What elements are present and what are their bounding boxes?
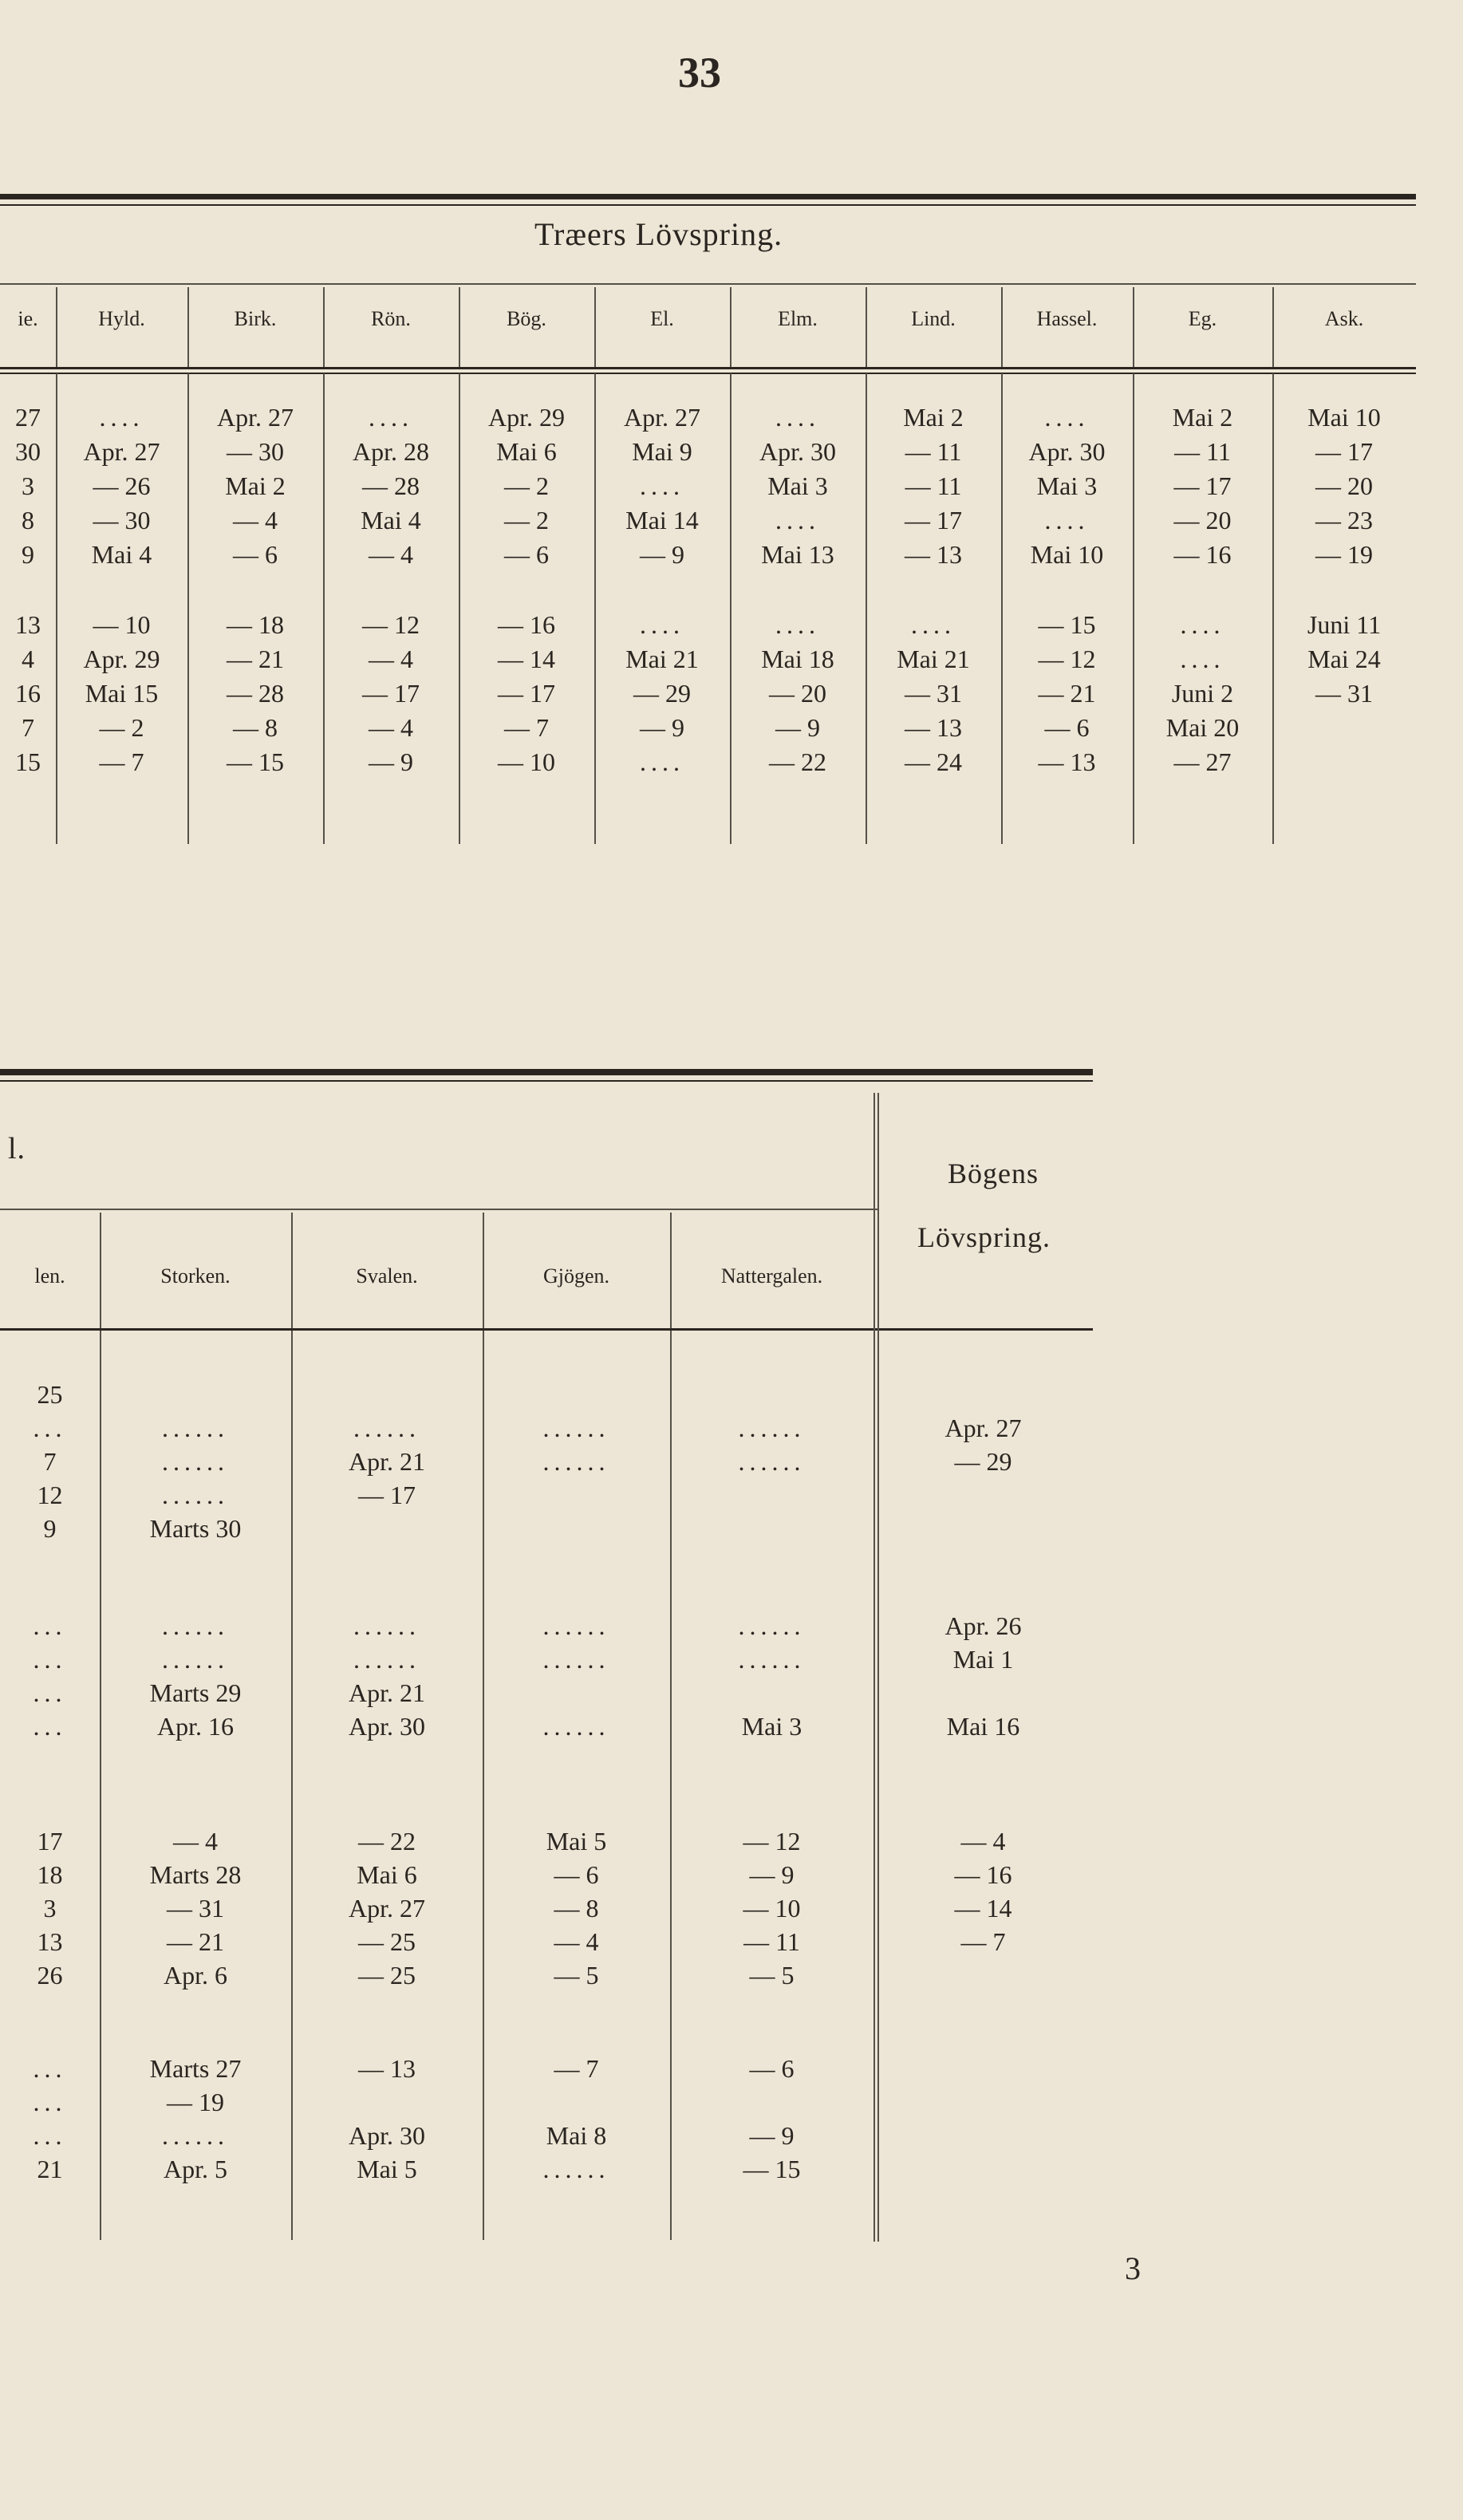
top-table-cell: Mai 2: [225, 471, 286, 500]
page-number: 33: [678, 49, 721, 97]
top-table-cell: — 27: [1173, 747, 1232, 776]
top-table-cell: — 21: [227, 645, 284, 673]
bottom-table-cell: ......: [162, 1447, 229, 1476]
bottom-table-cell: — 9: [749, 2121, 795, 2150]
top-table-cell: Mai 10: [1030, 540, 1104, 569]
top-table-cell: — 26: [93, 471, 151, 500]
top-table-cell: 13: [15, 610, 41, 639]
top-table-cell: Juni 11: [1307, 610, 1382, 639]
top-table-cell: — 20: [769, 679, 826, 708]
top-table-cell: — 11: [905, 437, 962, 466]
bottom-table-cell: ......: [353, 1611, 420, 1640]
bottom-table-cell: — 5: [554, 1961, 599, 1990]
bottom-table-cell: ......: [542, 1611, 610, 1640]
bottom-table-cell: Mai 6: [357, 1860, 417, 1889]
bottom-table-cell: Mai 5: [357, 2155, 417, 2183]
footer-signature-mark: 3: [1125, 2250, 1141, 2286]
top-header-cell: Eg.: [1188, 307, 1217, 330]
bottom-table-cell: ......: [162, 1481, 229, 1509]
top-header-cell: Ask.: [1324, 307, 1364, 330]
top-table-cell: — 9: [369, 747, 413, 776]
bottom-table-cell: ......: [542, 2155, 610, 2183]
bottom-table-cell: — 16: [954, 1860, 1012, 1889]
bottom-table-cell: ......: [542, 1447, 610, 1476]
bottom-table-cell: — 4: [554, 1927, 599, 1956]
bottom-table-cell: Apr. 30: [349, 1712, 425, 1741]
top-table-title-rule: [0, 283, 1416, 285]
top-table-cell: — 6: [504, 540, 549, 569]
bottom-table-cell: ...: [33, 1678, 67, 1707]
top-table-cell: — 30: [93, 506, 151, 534]
bottom-table-cell: Apr. 16: [157, 1712, 234, 1741]
bottom-table-cell: Mai 8: [546, 2121, 607, 2150]
bottom-table-cell: — 7: [960, 1927, 1006, 1956]
top-table-cell: Mai 15: [85, 679, 159, 708]
bottom-table-cell: — 11: [743, 1927, 800, 1956]
bottom-table-cell: 21: [37, 2155, 63, 2183]
top-header-divider: [866, 287, 867, 367]
bottom-table-cell: ......: [162, 2121, 229, 2150]
bottom-table-cell: — 21: [167, 1927, 224, 1956]
top-table-cell: Mai 3: [767, 471, 828, 500]
bottom-table-cell: Marts 30: [149, 1514, 242, 1543]
top-table-cell: ....: [775, 610, 820, 639]
bottom-header-divider: [670, 1213, 672, 1328]
bottom-table-cell: — 12: [743, 1827, 801, 1855]
top-table-cell: — 19: [1315, 540, 1373, 569]
top-header-divider: [1001, 287, 1003, 367]
top-header-divider: [459, 287, 460, 367]
bottom-right-title-1: Bögens: [948, 1157, 1039, 1189]
bottom-table-cell: Mai 5: [546, 1827, 607, 1855]
bottom-right-title-2: Lövspring.: [917, 1221, 1051, 1253]
top-table-rule-thin: [0, 204, 1416, 206]
top-table-cell: ....: [99, 403, 144, 432]
bottom-table-cell: 17: [37, 1827, 63, 1855]
top-table-cell: Apr. 30: [759, 437, 836, 466]
bottom-table-cell: ......: [353, 1645, 420, 1674]
bottom-header-cell: len.: [34, 1264, 65, 1288]
bottom-header-rule: [0, 1328, 1093, 1331]
top-table-cell: — 13: [905, 540, 962, 569]
top-table-cell: — 20: [1173, 506, 1232, 534]
bottom-table-cell: — 22: [358, 1827, 416, 1855]
bottom-table-cell: ......: [542, 1645, 610, 1674]
bottom-table-cell: Apr. 21: [349, 1447, 425, 1476]
top-table-cell: — 7: [99, 747, 144, 776]
top-table-cell: Mai 13: [761, 540, 834, 569]
bottom-table-cell: 3: [43, 1894, 57, 1923]
top-table-cell: Apr. 29: [83, 645, 160, 673]
top-table-cell: ....: [911, 610, 956, 639]
top-table-cell: Apr. 28: [353, 437, 429, 466]
top-table-cell: — 2: [99, 713, 144, 742]
top-header-cell: Birk.: [234, 307, 277, 330]
bottom-table-cell: — 5: [749, 1961, 795, 1990]
top-table-cell: Mai 20: [1165, 713, 1240, 742]
top-table-cell: Mai 2: [903, 403, 964, 432]
top-table-cell: Mai 6: [496, 437, 557, 466]
top-table-cell: ....: [1044, 403, 1090, 432]
top-table-cell: — 17: [905, 506, 962, 534]
top-table-cell: Mai 21: [897, 645, 970, 673]
bottom-table-cell: Marts 29: [149, 1678, 242, 1707]
bottom-table-cell: 13: [37, 1927, 63, 1956]
top-header-divider: [187, 287, 189, 367]
bottom-header-divider: [100, 1213, 101, 1328]
top-table-cell: ....: [1180, 610, 1225, 639]
bottom-header-cell: Gjögen.: [542, 1264, 610, 1288]
top-table-cell: ....: [640, 747, 684, 776]
top-table-cell: ....: [775, 506, 820, 534]
top-table-cell: — 15: [227, 747, 284, 776]
bottom-table-cell: — 25: [358, 1961, 416, 1990]
top-table-cell: — 17: [1315, 437, 1373, 466]
bottom-table-cell: — 15: [743, 2155, 801, 2183]
bottom-table-cell: ...: [33, 1611, 67, 1640]
top-header-divider: [730, 287, 732, 367]
top-table-cell: 30: [15, 437, 41, 466]
top-table-cell: — 24: [905, 747, 962, 776]
top-table-cell: — 31: [905, 679, 962, 708]
bottom-table-cell: — 19: [167, 2088, 224, 2116]
bottom-table-cell: — 9: [749, 1860, 795, 1889]
bottom-table-cell: — 17: [358, 1481, 416, 1509]
bottom-table-cell: 9: [43, 1514, 57, 1543]
bottom-table-cell: — 8: [554, 1894, 599, 1923]
top-table-cell: 16: [15, 679, 41, 708]
top-table-cell: — 4: [369, 540, 413, 569]
top-header-divider: [323, 287, 325, 367]
top-table-rule-thick: [0, 194, 1416, 199]
bottom-table-cell: 12: [37, 1481, 63, 1509]
bottom-table-cell: ...: [33, 1645, 67, 1674]
top-table-cell: — 6: [233, 540, 278, 569]
top-table-cell: Juni 2: [1171, 679, 1234, 708]
top-table-cell: Mai 4: [361, 506, 421, 534]
top-table-cell: — 10: [93, 610, 151, 639]
top-table-cell: ....: [1044, 506, 1090, 534]
top-table-cell: ....: [775, 403, 820, 432]
top-header-cell: ie.: [18, 307, 38, 330]
top-table-cell: Apr. 27: [624, 403, 700, 432]
bottom-table-cell: Apr. 6: [164, 1961, 227, 1990]
top-table-cell: 3: [22, 471, 34, 500]
top-table-cell: — 9: [775, 713, 820, 742]
top-table-cell: — 4: [369, 713, 413, 742]
top-table-cell: — 16: [1173, 540, 1232, 569]
bottom-table-cell: Mai 1: [952, 1645, 1014, 1674]
top-header-cell: Hyld.: [98, 307, 145, 330]
top-table-cell: 15: [15, 747, 41, 776]
bottom-table-cell: Apr. 27: [944, 1414, 1022, 1442]
bottom-header-divider: [483, 1213, 484, 1328]
bottom-table-cell: — 7: [554, 2054, 599, 2083]
top-table-cell: Apr. 29: [488, 403, 565, 432]
top-table-cell: 27: [15, 403, 41, 432]
bottom-table-cell: ...: [33, 1414, 67, 1442]
top-table-cell: ....: [369, 403, 413, 432]
bottom-header-cell: Storken.: [160, 1264, 231, 1288]
bottom-table-cell: ......: [738, 1611, 806, 1640]
top-header-divider: [1133, 287, 1134, 367]
bottom-table-cell: ......: [738, 1414, 806, 1442]
bottom-header-cell: Nattergalen.: [720, 1264, 823, 1288]
bottom-table-cell: — 29: [954, 1447, 1012, 1476]
bottom-table-cell: 26: [37, 1961, 63, 1990]
bottom-table-cell: Marts 28: [149, 1860, 242, 1889]
top-table-cell: — 10: [498, 747, 555, 776]
bottom-table-cell: ...: [33, 2054, 67, 2083]
bottom-table-cell: ......: [162, 1414, 229, 1442]
top-table-cell: 4: [22, 645, 34, 673]
top-table-cell: — 2: [504, 506, 549, 534]
top-table-cell: — 11: [905, 471, 962, 500]
top-table-cell: — 9: [640, 713, 684, 742]
top-table-cell: — 20: [1315, 471, 1373, 500]
top-table-cell: — 12: [362, 610, 420, 639]
bottom-table-cell: ......: [542, 1414, 610, 1442]
top-table-cell: — 2: [504, 471, 549, 500]
bottom-table-cell: ...: [33, 2121, 67, 2150]
top-table-cell: Mai 3: [1036, 471, 1098, 500]
bottom-table-rule-thin: [0, 1080, 1093, 1082]
top-table-cell: — 28: [362, 471, 420, 500]
top-table-cell: — 22: [769, 747, 826, 776]
top-header-cell: El.: [650, 307, 674, 330]
top-table-cell: Mai 14: [625, 506, 699, 534]
bottom-table-cell: — 31: [167, 1894, 224, 1923]
bottom-table-cell: Apr. 27: [349, 1894, 425, 1923]
bottom-table-cell: ......: [738, 1447, 806, 1476]
top-table-cell: ....: [640, 471, 684, 500]
top-table-cell: — 28: [227, 679, 284, 708]
bottom-table-cell: Apr. 26: [944, 1611, 1022, 1640]
bottom-table-cell: 18: [37, 1860, 63, 1889]
top-table-cell: ....: [640, 610, 684, 639]
bottom-table-cell: Marts 27: [149, 2054, 242, 2083]
bottom-table-cell: Apr. 21: [349, 1678, 425, 1707]
top-table-cell: — 16: [498, 610, 555, 639]
bottom-table-cell: — 13: [358, 2054, 416, 2083]
bottom-left-title: l.: [8, 1132, 26, 1165]
top-table-cell: — 17: [498, 679, 555, 708]
bottom-table-cell: — 6: [749, 2054, 795, 2083]
top-table-cell: Mai 4: [91, 540, 152, 569]
bottom-table-cell: Mai 16: [946, 1712, 1020, 1741]
top-header-cell: Lind.: [911, 307, 956, 330]
top-table-title: Træers Lövspring.: [534, 216, 783, 252]
bottom-table-cell: ......: [738, 1645, 806, 1674]
top-table-cell: — 11: [1174, 437, 1231, 466]
top-table-cell: — 30: [227, 437, 284, 466]
bottom-table-cell: — 14: [954, 1894, 1012, 1923]
top-table-cell: 8: [22, 506, 34, 534]
bottom-table-cell: ......: [162, 1645, 229, 1674]
bottom-table-cell: — 25: [358, 1927, 416, 1956]
top-table-cell: — 12: [1038, 645, 1096, 673]
top-table-cell: 9: [22, 540, 34, 569]
top-table-cell: — 18: [227, 610, 284, 639]
top-table-cell: — 13: [1038, 747, 1096, 776]
top-table-cell: — 7: [504, 713, 549, 742]
top-table-cell: — 13: [905, 713, 962, 742]
top-table-cell: — 6: [1044, 713, 1090, 742]
top-header-cell: Hassel.: [1036, 307, 1098, 330]
top-table-cell: Mai 10: [1307, 403, 1381, 432]
top-table-cell: Mai 24: [1307, 645, 1381, 673]
bottom-table-cell: 25: [37, 1380, 63, 1409]
top-table-cell: Mai 9: [632, 437, 692, 466]
bottom-table-cell: ......: [542, 1712, 610, 1741]
top-table-cell: — 17: [362, 679, 420, 708]
bottom-header-divider: [291, 1213, 293, 1328]
top-table-cell: Mai 18: [761, 645, 834, 673]
top-header-cell: Rön.: [371, 307, 411, 330]
bottom-table-cell: ......: [162, 1611, 229, 1640]
top-table-cell: — 21: [1038, 679, 1096, 708]
top-header-cell: Bög.: [507, 307, 546, 330]
top-table-cell: Apr. 30: [1028, 437, 1106, 466]
bottom-table-cell: — 10: [743, 1894, 801, 1923]
bottom-left-title-rule: [0, 1209, 877, 1210]
bottom-table-cell: Apr. 30: [349, 2121, 425, 2150]
bottom-table-cell: ...: [33, 2088, 67, 2116]
bottom-table-cell: 7: [43, 1447, 57, 1476]
top-header-divider: [594, 287, 596, 367]
top-table-cell: — 9: [640, 540, 684, 569]
top-table-cell: — 8: [233, 713, 278, 742]
top-table-header-rule: [0, 367, 1416, 369]
bottom-table-cell: ......: [353, 1414, 420, 1442]
top-table-cell: ....: [1180, 645, 1225, 673]
top-table-header-rule-2: [0, 373, 1416, 374]
bottom-header-cell: Svalen.: [356, 1264, 418, 1288]
top-table-cell: Apr. 27: [217, 403, 294, 432]
bottom-table-cell: — 4: [173, 1827, 218, 1855]
top-table-cell: — 15: [1038, 610, 1096, 639]
bottom-table-cell: Mai 3: [741, 1712, 802, 1741]
bottom-table-cell: Apr. 5: [164, 2155, 227, 2183]
top-table-cell: — 31: [1315, 679, 1373, 708]
top-table-cell: — 4: [233, 506, 278, 534]
bottom-table-rule-thick: [0, 1069, 1093, 1075]
top-header-cell: Elm.: [778, 307, 818, 330]
top-table-cell: — 14: [498, 645, 555, 673]
top-table-cell: Mai 2: [1172, 403, 1233, 432]
top-table-cell: — 17: [1173, 471, 1232, 500]
top-table-cell: — 4: [369, 645, 413, 673]
top-table-cell: — 23: [1315, 506, 1373, 534]
top-table-cell: Mai 21: [625, 645, 699, 673]
bottom-table-cell: — 4: [960, 1827, 1006, 1855]
bottom-table-cell: — 6: [554, 1860, 599, 1889]
top-header-divider: [56, 287, 57, 367]
top-table-cell: 7: [22, 713, 34, 742]
top-table-cell: — 29: [633, 679, 691, 708]
bottom-table-cell: ...: [33, 1712, 67, 1741]
top-header-divider: [1272, 287, 1274, 367]
top-table-cell: Apr. 27: [83, 437, 160, 466]
